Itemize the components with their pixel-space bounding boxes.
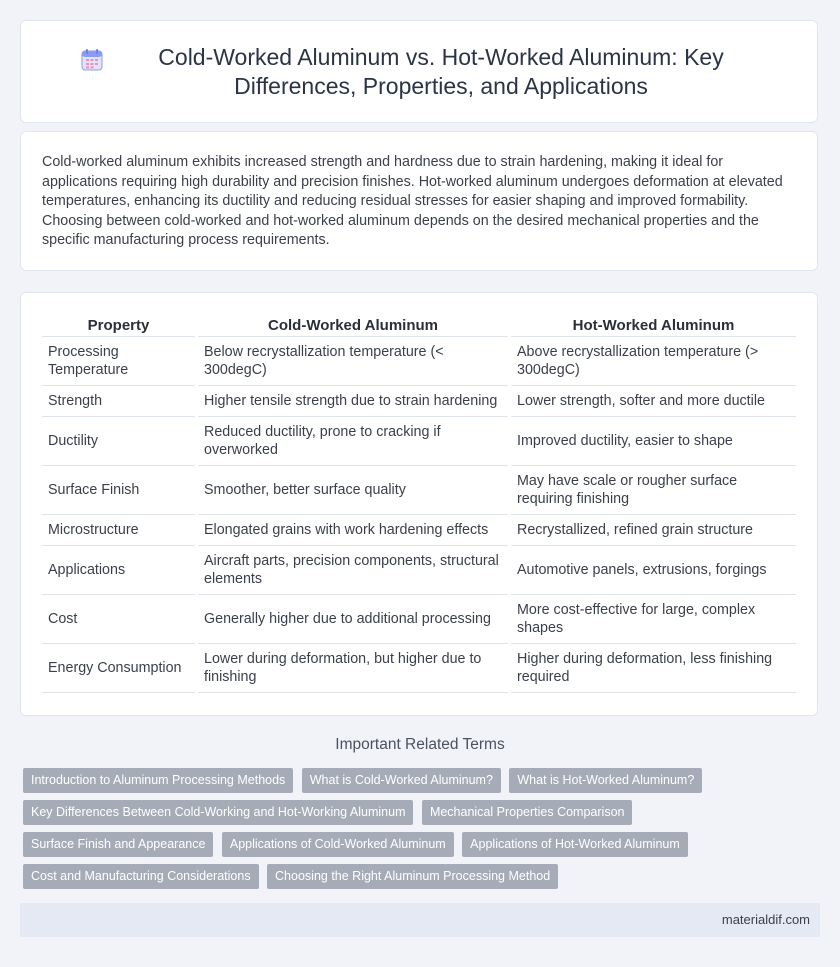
table-row [42,515,796,546]
related-term-tag[interactable]: What is Hot-Worked Aluminum? [509,768,702,793]
table-header-row [42,311,796,337]
intro-paragraph: Cold-worked aluminum exhibits increased strength and hardness due to strain hardening, making it ideal for applications requiring high durability and precision finishes. Hot-worked aluminum undergoes deformation at elevated temperatures, enhancing its ductility and reducing residual stresses for easier shaping and improved formability. Choosing between cold-worked and hot-worked aluminum depends on the desired mechanical properties and the specific manufacturing process requirements. [42,154,783,248]
cold-worked-cell: Generally higher due to additional processing [198,595,508,644]
footer [20,903,820,937]
related-term-tag[interactable]: Cost and Manufacturing Considerations [23,864,259,889]
related-term-tag[interactable]: Surface Finish and Appearance [23,832,213,857]
property-cell: Ductility [42,417,195,466]
footer-site-link[interactable]: materialdif.com [721,912,810,927]
comparison-table-card [20,292,818,716]
comparison-table [39,311,799,693]
hot-worked-cell: Lower strength, softer and more ductile [511,386,796,417]
property-cell: Cost [42,595,195,644]
cold-worked-cell: Elongated grains with work hardening effects [198,515,508,546]
header-cold-worked: Cold-Worked Aluminum [198,311,508,337]
property-cell: Microstructure [42,515,195,546]
related-term-tag[interactable]: Applications of Cold-Worked Aluminum [222,832,454,857]
table-row [42,337,796,386]
table-row [42,546,796,595]
related-terms-list [23,768,813,896]
table-row [42,466,796,515]
cold-worked-cell: Below recrystallization temperature (< 300degC) [198,337,508,386]
cold-worked-cell: Smoother, better surface quality [198,466,508,515]
property-cell: Strength [42,386,195,417]
cold-worked-cell: Aircraft parts, precision components, structural elements [198,546,508,595]
related-term-tag[interactable]: Choosing the Right Aluminum Processing Method [267,864,558,889]
title-card [20,20,818,123]
table-row [42,644,796,693]
property-cell: Processing Temperature [42,337,195,386]
related-term-tag[interactable]: What is Cold-Worked Aluminum? [302,768,501,793]
table-row [42,595,796,644]
cold-worked-cell: Lower during deformation, but higher due to finishing [198,644,508,693]
cold-worked-cell: Reduced ductility, prone to cracking if overworked [198,417,508,466]
hot-worked-cell: More cost-effective for large, complex shapes [511,595,796,644]
property-cell: Surface Finish [42,466,195,515]
hot-worked-cell: Improved ductility, easier to shape [511,417,796,466]
related-terms-heading: Important Related Terms [335,736,505,753]
related-term-tag[interactable]: Key Differences Between Cold-Working and Hot-Working Aluminum [23,800,413,825]
table-row [42,386,796,417]
related-term-tag[interactable]: Mechanical Properties Comparison [422,800,633,825]
related-term-tag[interactable]: Applications of Hot-Worked Aluminum [462,832,688,857]
intro-card [20,131,818,271]
table-row [42,417,796,466]
calendar-icon [79,47,105,73]
hot-worked-cell: May have scale or rougher surface requiring finishing [511,466,796,515]
page-title: Cold-Worked Aluminum vs. Hot-Worked Aluminum: Key Differences, Properties, and Applications [158,43,724,99]
header-hot-worked: Hot-Worked Aluminum [511,311,796,337]
hot-worked-cell: Higher during deformation, less finishing required [511,644,796,693]
property-cell: Energy Consumption [42,644,195,693]
hot-worked-cell: Automotive panels, extrusions, forgings [511,546,796,595]
header-property: Property [42,311,195,337]
hot-worked-cell: Recrystallized, refined grain structure [511,515,796,546]
related-term-tag[interactable]: Introduction to Aluminum Processing Methods [23,768,293,793]
cold-worked-cell: Higher tensile strength due to strain hardening [198,386,508,417]
property-cell: Applications [42,546,195,595]
hot-worked-cell: Above recrystallization temperature (> 300degC) [511,337,796,386]
